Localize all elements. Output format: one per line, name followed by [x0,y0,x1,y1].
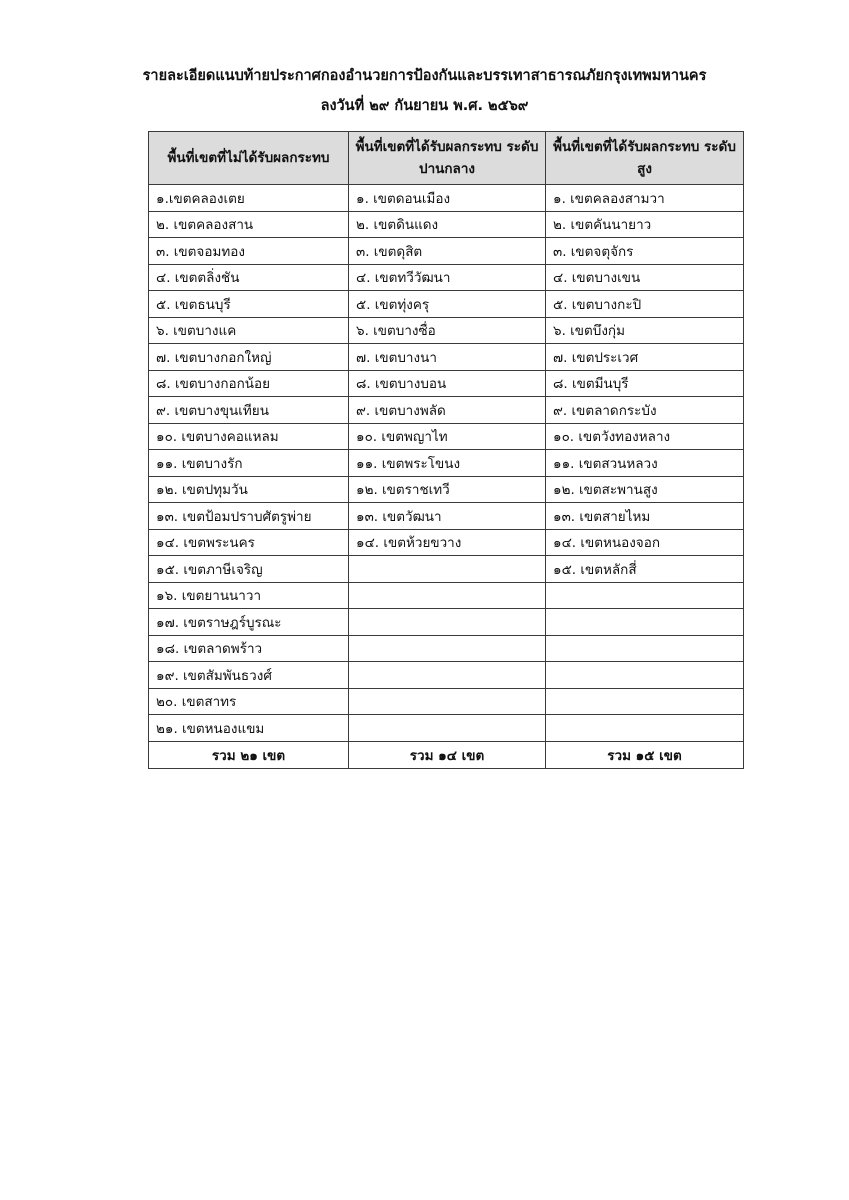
cell-not-affected: ๑๒. เขตปทุมวัน [149,476,349,503]
table-body [149,185,744,742]
cell-moderate-impact: ๔. เขตทวีวัฒนา [349,264,546,291]
cell-not-affected: ๗. เขตบางกอกใหญ่ [149,344,349,371]
table-row [149,423,744,450]
cell-high-impact: ๒. เขตคันนายาว [546,211,744,238]
cell-not-affected: ๑๑. เขตบางรัก [149,450,349,477]
header-not-affected: พื้นที่เขตที่ไม่ได้รับผลกระทบ [149,132,349,185]
cell-high-impact: ๓. เขตจตุจักร [546,238,744,265]
header-moderate-impact: พื้นที่เขตที่ได้รับผลกระทบ ระดับปานกลาง [349,132,546,185]
cell-not-affected: ๑๗. เขตราษฎร์บูรณะ [149,609,349,636]
cell-not-affected: ๔. เขตตลิ่งชัน [149,264,349,291]
cell-high-impact [546,609,744,636]
district-impact-table [148,131,744,769]
table-row [149,715,744,742]
table-row [149,370,744,397]
table-header [149,132,744,185]
cell-high-impact: ๖. เขตบึงกุ่ม [546,317,744,344]
cell-moderate-impact: ๘. เขตบางบอน [349,370,546,397]
table-row [149,529,744,556]
cell-not-affected: ๑๕. เขตภาษีเจริญ [149,556,349,583]
cell-high-impact [546,662,744,689]
cell-high-impact: ๑๔. เขตหนองจอก [546,529,744,556]
cell-moderate-impact: ๑๑. เขตพระโขนง [349,450,546,477]
cell-moderate-impact: ๖. เขตบางซื่อ [349,317,546,344]
table-row [149,397,744,424]
cell-not-affected: ๒๐. เขตสาทร [149,688,349,715]
cell-moderate-impact: ๑๐. เขตพญาไท [349,423,546,450]
cell-high-impact: ๑. เขตคลองสามวา [546,185,744,212]
cell-not-affected: ๒. เขตคลองสาน [149,211,349,238]
table-row [149,317,744,344]
document-title: รายละเอียดแนบท้ายประกาศกองอำนวยการป้องกันและบรรเทาสาธารณภัยกรุงเทพมหานคร [142,68,707,84]
cell-high-impact [546,688,744,715]
table-row [149,344,744,371]
cell-not-affected: ๖. เขตบางแค [149,317,349,344]
table-row [149,688,744,715]
cell-high-impact [546,715,744,742]
table-row [149,291,744,318]
table-row [149,662,744,689]
total-moderate-impact: รวม ๑๔ เขต [349,741,546,768]
cell-moderate-impact: ๑๒. เขตราชเทวี [349,476,546,503]
header-row [149,132,744,185]
cell-not-affected: ๑๙. เขตสัมพันธวงศ์ [149,662,349,689]
table-row [149,609,744,636]
cell-moderate-impact [349,635,546,662]
cell-not-affected: ๑๐. เขตบางคอแหลม [149,423,349,450]
table-footer [149,741,744,768]
cell-moderate-impact: ๒. เขตดินแดง [349,211,546,238]
cell-moderate-impact [349,609,546,636]
table-row [149,238,744,265]
cell-not-affected: ๕. เขตธนบุรี [149,291,349,318]
cell-high-impact: ๘. เขตมีนบุรี [546,370,744,397]
cell-not-affected: ๑๘. เขตลาดพร้าว [149,635,349,662]
table-row [149,264,744,291]
table-row [149,476,744,503]
cell-moderate-impact: ๑๓. เขตวัฒนา [349,503,546,530]
cell-high-impact: ๗. เขตประเวศ [546,344,744,371]
cell-high-impact: ๑๓. เขตสายไหม [546,503,744,530]
table-row [149,211,744,238]
cell-moderate-impact: ๙. เขตบางพลัด [349,397,546,424]
table-row [149,450,744,477]
cell-high-impact: ๕. เขตบางกะปิ [546,291,744,318]
cell-moderate-impact [349,715,546,742]
cell-not-affected: ๑๖. เขตยานนาวา [149,582,349,609]
cell-moderate-impact: ๓. เขตดุสิต [349,238,546,265]
cell-moderate-impact [349,662,546,689]
cell-moderate-impact: ๑. เขตดอนเมือง [349,185,546,212]
header-high-impact: พื้นที่เขตที่ได้รับผลกระทบ ระดับสูง [546,132,744,185]
total-high-impact: รวม ๑๕ เขต [546,741,744,768]
cell-not-affected: ๑๓. เขตป้อมปราบศัตรูพ่าย [149,503,349,530]
document-date: ลงวันที่ ๒๙ กันยายน พ.ศ. ๒๕๖๙ [320,98,529,114]
cell-moderate-impact [349,582,546,609]
table-row [149,635,744,662]
cell-moderate-impact: ๗. เขตบางนา [349,344,546,371]
cell-moderate-impact [349,556,546,583]
cell-high-impact [546,582,744,609]
cell-moderate-impact [349,688,546,715]
cell-high-impact: ๑๒. เขตสะพานสูง [546,476,744,503]
cell-not-affected: ๙. เขตบางขุนเทียน [149,397,349,424]
cell-not-affected: ๒๑. เขตหนองแขม [149,715,349,742]
cell-not-affected: ๘. เขตบางกอกน้อย [149,370,349,397]
totals-row [149,741,744,768]
cell-high-impact: ๑๐. เขตวังทองหลาง [546,423,744,450]
cell-moderate-impact: ๕. เขตทุ่งครุ [349,291,546,318]
table-row [149,503,744,530]
cell-high-impact: ๙. เขตลาดกระบัง [546,397,744,424]
total-not-affected: รวม ๒๑ เขต [149,741,349,768]
cell-moderate-impact: ๑๔. เขตห้วยขวาง [349,529,546,556]
cell-high-impact: ๔. เขตบางเขน [546,264,744,291]
cell-high-impact: ๑๑. เขตสวนหลวง [546,450,744,477]
cell-not-affected: ๑๔. เขตพระนคร [149,529,349,556]
cell-high-impact: ๑๕. เขตหลักสี่ [546,556,744,583]
cell-high-impact [546,635,744,662]
cell-not-affected: ๓. เขตจอมทอง [149,238,349,265]
cell-not-affected: ๑.เขตคลองเตย [149,185,349,212]
table-row [149,556,744,583]
table-row [149,185,744,212]
table-row [149,582,744,609]
